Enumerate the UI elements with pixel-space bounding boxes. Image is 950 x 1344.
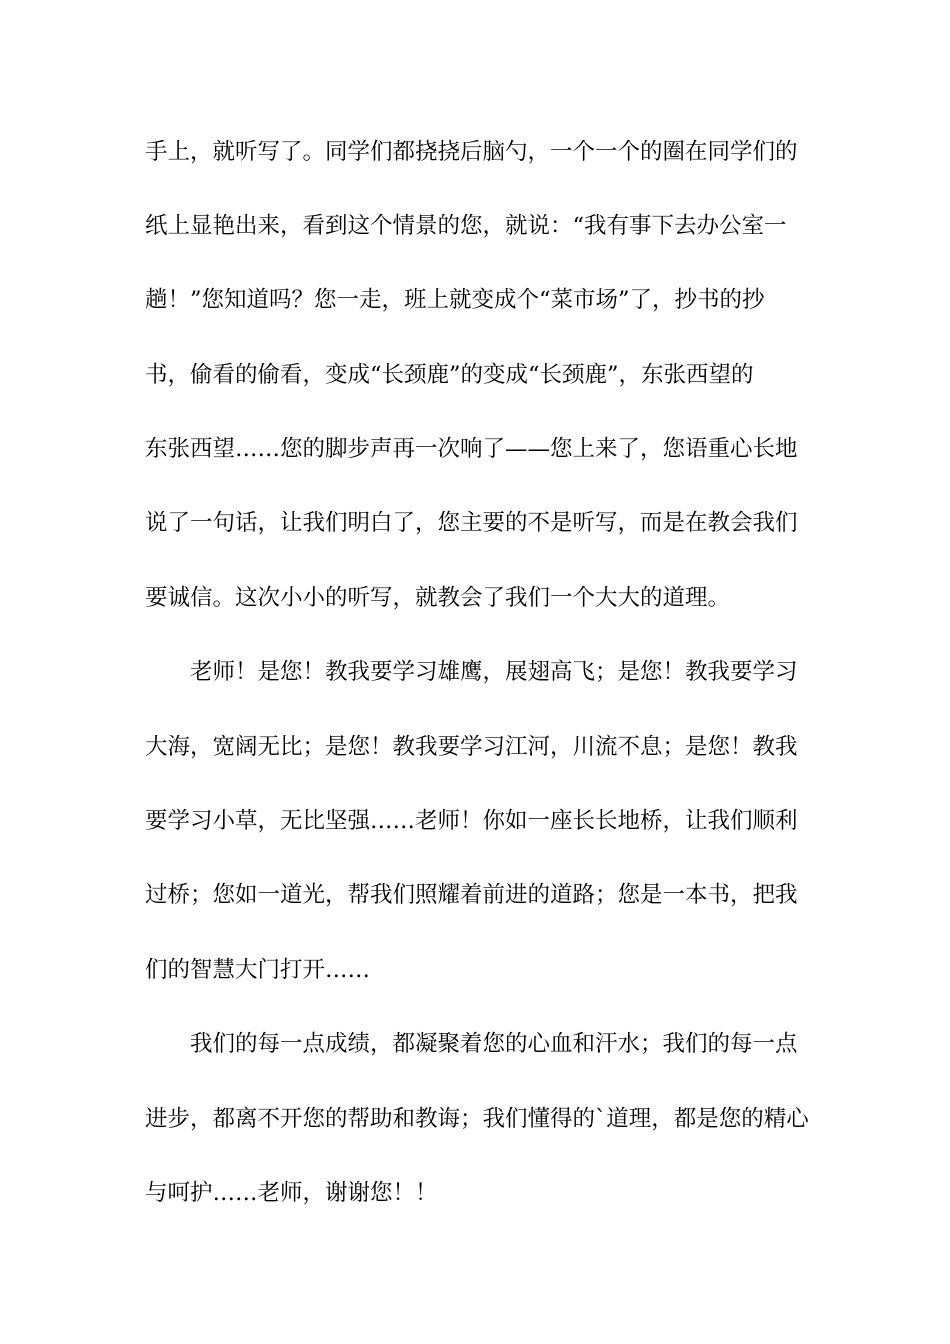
paragraph-line: 大海，宽阔无比；是您！教我要学习江河，川流不息；是您！教我 (145, 734, 798, 760)
paragraph-line: 进步，都离不开您的帮助和教诲；我们懂得的`道理，都是您的精心 (145, 1106, 809, 1132)
paragraph-first-line: 我们的每一点成绩，都凝聚着您的心血和汗水；我们的每一点 (190, 1031, 798, 1057)
paragraph-first-line: 老师！是您！教我要学习雄鹰，展翅高飞；是您！教我要学习 (190, 659, 798, 685)
paragraph-line: 要诚信。这次小小的听写，就教会了我们一个大大的道理。 (145, 585, 731, 611)
paragraph-line: 书，偷看的偷看，变成“长颈鹿”的变成“长颈鹿”，东张西望的 (145, 362, 754, 388)
paragraph-line: 要学习小草，无比坚强……老师！你如一座长长地桥，让我们顺利 (145, 808, 798, 834)
paragraph-line: 东张西望……您的脚步声再一次响了——您上来了，您语重心长地 (145, 436, 798, 462)
paragraph-line: 纸上显艳出来，看到这个情景的您，就说：“我有事下去办公室一 (145, 213, 787, 239)
paragraph-line: 趟！”您知道吗？您一走，班上就变成个“菜市场”了，抄书的抄 (145, 287, 765, 313)
paragraph-line: 手上，就听写了。同学们都挠挠后脑勺，一个一个的圈在同学们的 (145, 139, 798, 165)
paragraph-line: 与呵护……老师，谢谢您！！ (145, 1180, 438, 1206)
paragraph-line: 过桥；您如一道光，帮我们照耀着前进的道路；您是一本书，把我 (145, 882, 798, 908)
paragraph-line: 说了一句话，让我们明白了，您主要的不是听写，而是在教会我们 (145, 510, 798, 536)
paragraph-line: 们的智慧大门打开…… (145, 957, 371, 983)
